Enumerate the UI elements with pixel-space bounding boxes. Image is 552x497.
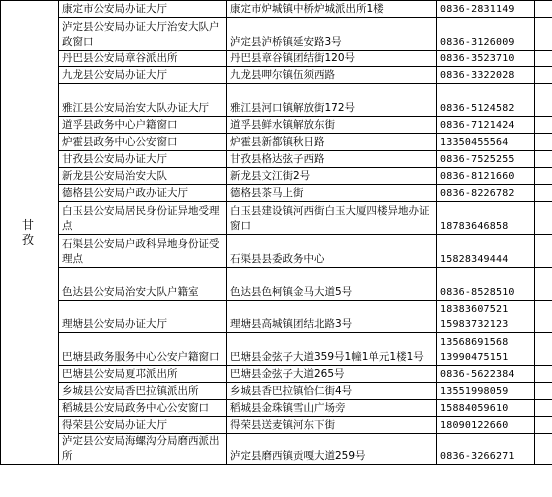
table-row [1,434,552,465]
address-cell: 泸定县磨西镇贡嘎大道259号 [227,434,437,465]
office-name-cell: 石渠县公安局户政科异地身份证受理点 [59,235,227,268]
blank-cell [535,134,552,151]
blank-cell [535,67,552,84]
phone-cell [437,235,535,268]
phone-number: 0836-7525255 [440,154,515,165]
office-name-cell: 色达县公安局治安大队户籍室 [59,268,227,301]
address-cell: 石渠县县委政务中心 [227,235,437,268]
address-cell: 泸定县泸桥镇延安路3号 [227,18,437,51]
blank-cell [535,235,552,268]
office-name-cell: 得荣县公安局办证大厅 [59,417,227,434]
phone-number: 0836-5124582 [440,103,515,114]
blank-cell [535,84,552,117]
blank-cell [535,434,552,465]
phone-number: 0836-3126009 [440,37,515,48]
phone-number: 0836-2831149 [440,4,515,15]
blank-cell [535,268,552,301]
table-row [1,1,552,18]
office-name-cell: 新龙县公安局治安大队 [59,168,227,185]
table-body [1,1,552,465]
phone-cell [437,151,535,168]
table-row [1,117,552,134]
table-row [1,168,552,185]
blank-cell [535,400,552,417]
blank-cell [535,383,552,400]
phone-number: 13551998059 [440,386,509,397]
table-row [1,151,552,168]
table-row [1,67,552,84]
phone-cell [437,333,535,366]
phone-cell [437,18,535,51]
table-row [1,333,552,366]
table-row [1,235,552,268]
office-name-cell: 稻城县公安局政务中心公安窗口 [59,400,227,417]
address-cell: 康定市炉城镇中桥炉城派出所1楼 [227,1,437,18]
office-name-cell: 巴塘县公安局夏邛派出所 [59,366,227,383]
office-name-cell: 巴塘县政务服务中心公安户籍窗口 [59,333,227,366]
address-cell: 色达县色柯镇金马大道5号 [227,268,437,301]
table-row [1,417,552,434]
phone-cell [437,84,535,117]
phone-cell [437,417,535,434]
office-name-cell: 理塘县公安局办证大厅 [59,301,227,333]
region-cell: 甘 孜 [1,1,59,465]
blank-cell [535,301,552,333]
address-cell: 九龙县呷尔镇伍须西路 [227,67,437,84]
phone-number: 13568691568 [440,337,509,348]
blank-cell [535,51,552,67]
table-row [1,51,552,67]
office-name-cell: 泸定县公安局海螺沟分局磨西派出所 [59,434,227,465]
address-cell: 甘孜县格达弦子西路 [227,151,437,168]
phone-number: 15828349444 [440,254,509,265]
phone-number: 0836-3523710 [440,53,515,64]
table-row [1,84,552,117]
address-cell: 白玉县建设镇河西街白玉大厦四楼异地办证窗口 [227,202,437,235]
blank-cell [535,18,552,51]
address-cell: 乡城县香巴拉镇恰仁街4号 [227,383,437,400]
address-cell: 得荣县送麦镇河东下街 [227,417,437,434]
table-row [1,18,552,51]
office-name-cell: 道孚县政务中心户籍窗口 [59,117,227,134]
office-name-cell: 白玉县公安局居民身份证异地受理点 [59,202,227,235]
blank-cell [535,151,552,168]
table-row [1,185,552,202]
phone-number: 0836-8528510 [440,287,515,298]
phone-number: 15884059610 [440,403,509,414]
address-cell: 巴塘县金弦子大道359号1幢1单元1楼1号 [227,333,437,366]
table-row [1,134,552,151]
office-name-cell: 泸定县公安局办证大厅治安大队户政窗口 [59,18,227,51]
blank-cell [535,168,552,185]
address-cell: 稻城县金珠镇雪山广场旁 [227,400,437,417]
address-cell: 巴塘县金弦子大道265号 [227,366,437,383]
table-row [1,268,552,301]
phone-number: 15983732123 [440,319,509,330]
address-cell: 雅江县河口镇解放街172号 [227,84,437,117]
table-row [1,366,552,383]
phone-cell [437,1,535,18]
phone-cell [437,366,535,383]
table-row [1,400,552,417]
blank-cell [535,202,552,235]
phone-number: 0836-8226782 [440,188,515,199]
phone-cell [437,202,535,235]
phone-cell [437,168,535,185]
phone-cell [437,268,535,301]
phone-cell [437,134,535,151]
phone-cell [437,400,535,417]
office-name-cell: 雅江县公安局治安大队办证大厅 [59,84,227,117]
office-name-cell: 康定市公安局办证大厅 [59,1,227,18]
office-name-cell: 九龙县公安局办证大厅 [59,67,227,84]
blank-cell [535,333,552,366]
office-name-cell: 甘孜县公安局办证大厅 [59,151,227,168]
office-name-cell: 炉霍县政务中心公安窗口 [59,134,227,151]
phone-number: 0836-5622384 [440,369,515,380]
address-cell: 新龙县文江街2号 [227,168,437,185]
office-name-cell: 德格县公安局户政办证大厅 [59,185,227,202]
phone-number: 13990475151 [440,352,509,363]
address-cell: 丹巴县章谷镇团结街120号 [227,51,437,67]
address-cell: 道孚县鲜水镇解放东街 [227,117,437,134]
phone-number: 0836-7121424 [440,120,515,131]
phone-number: 18783646858 [440,221,509,232]
phone-cell [437,383,535,400]
phone-cell [437,301,535,333]
address-cell: 理塘县高城镇团结北路3号 [227,301,437,333]
phone-number: 0836-8121660 [440,171,515,182]
phone-number: 18090122660 [440,420,509,431]
phone-number: 18383607521 [440,304,509,315]
phone-cell [437,117,535,134]
address-cell: 德格县茶马上街 [227,185,437,202]
phone-cell [437,434,535,465]
phone-cell [437,51,535,67]
blank-cell [535,185,552,202]
phone-number: 0836-3266271 [440,451,515,462]
office-name-cell: 丹巴县公安局章谷派出所 [59,51,227,67]
blank-cell [535,366,552,383]
phone-cell [437,67,535,84]
table-row [1,202,552,235]
phone-number: 0836-3322028 [440,70,515,81]
office-name-cell: 乡城县公安局香巴拉镇派出所 [59,383,227,400]
phone-number: 13350455564 [440,137,509,148]
blank-cell [535,117,552,134]
address-cell: 炉霍县新都镇秋日路 [227,134,437,151]
table-row [1,301,552,333]
blank-cell [535,417,552,434]
table-row [1,383,552,400]
phone-cell [437,185,535,202]
blank-cell [535,1,552,18]
